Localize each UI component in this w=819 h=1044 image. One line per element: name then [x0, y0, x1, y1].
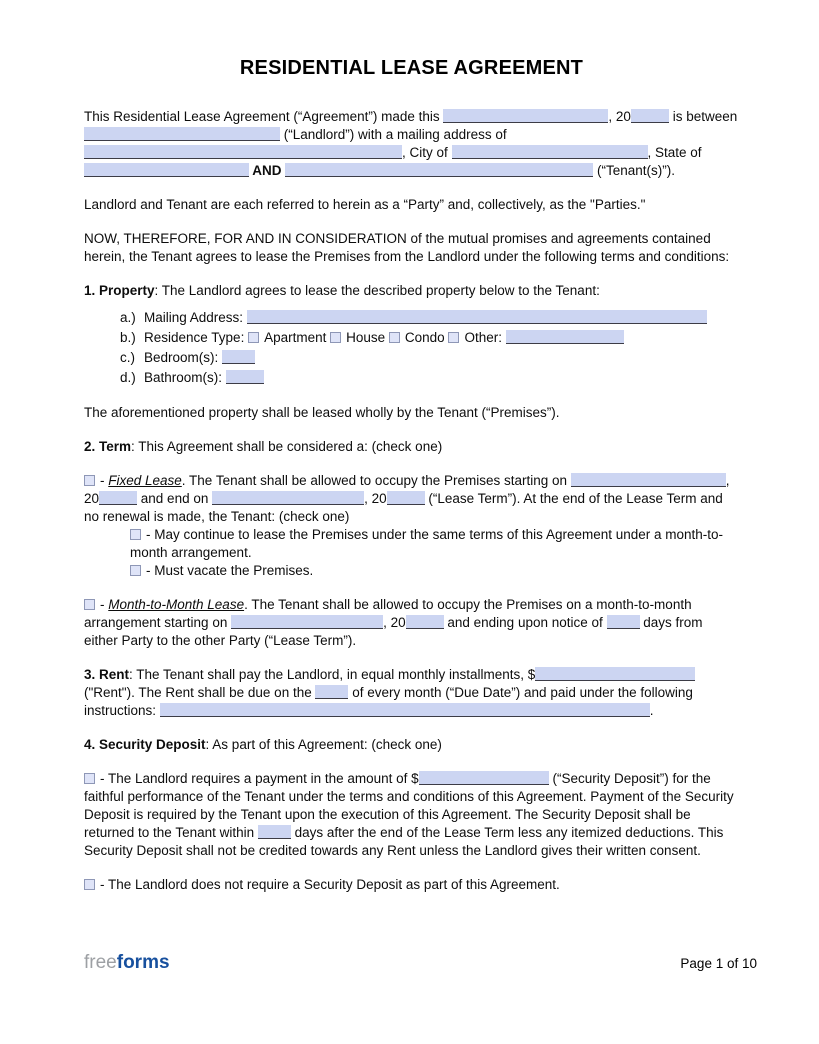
month-to-month-text-4: days from either Party to the other Party (“Lease Term”).	[84, 615, 703, 648]
apartment-checkbox[interactable]	[248, 332, 259, 343]
rent-amount-blank[interactable]	[535, 667, 695, 681]
deposit-heading	[84, 736, 739, 754]
property-heading-number: 1. Property	[84, 283, 155, 298]
notice-days-blank[interactable]	[607, 615, 640, 629]
bathrooms-label: Bathroom(s):	[144, 370, 226, 385]
intro-text-6: , State of	[647, 145, 702, 160]
no-deposit-label: - The Landlord does not require a Security Deposit as part of this Agreement.	[100, 877, 560, 892]
fixed-lease-text-5: (“Lease Term”). At the end of the Lease Term and no renewal is made, the Tenant: (check one)	[84, 491, 723, 524]
intro-text-1: This Residential Lease Agreement (“Agreement”) made this	[84, 109, 444, 124]
intro-text-4: (“Landlord”) with a mailing address of	[280, 127, 507, 142]
property-label-d: d.)	[120, 370, 136, 385]
month-to-month-dash: -	[100, 597, 109, 612]
renewal-continue-label: - May continue to lease the Premises under the same terms of this Agreement under a month-to-month arrangement.	[130, 527, 724, 560]
intro-text-5: , City of	[402, 145, 452, 160]
made-year-blank[interactable]	[631, 109, 669, 123]
deposit-required-text-1: - The Landlord requires a payment in the amount of $	[100, 771, 419, 786]
bathrooms-blank[interactable]	[226, 370, 264, 384]
condo-label: Condo	[404, 330, 449, 345]
property-row-bathrooms	[84, 368, 739, 388]
bedrooms-blank[interactable]	[222, 350, 255, 364]
month-to-month-paragraph	[84, 596, 739, 650]
parties-note: Landlord and Tenant are each referred to herein as a “Party” and, collectively, as the "Parties."	[84, 197, 646, 212]
rent-text-2: ("Rent"). The Rent shall be due on the	[84, 685, 316, 700]
renewal-continue-checkbox[interactable]	[130, 529, 141, 540]
property-row-mailing-address	[84, 308, 739, 328]
renewal-continue-option	[130, 526, 739, 562]
rent-text-4: .	[649, 703, 654, 718]
deposit-required-text-3: days after the end of the Lease Term less any itemized deductions. This Security Deposit shall not be credited towards any Rent unless the Landlord gives their written consent.	[84, 825, 724, 858]
property-heading-text: : The Landlord agrees to lease the described property below to the Tenant:	[154, 283, 600, 298]
property-row-bedrooms	[84, 348, 739, 368]
deposit-required-text-2: (“Security Deposit”) for the faithful performance of the Tenant under the terms and conditions of this Agreement. Payment of the Security Deposit is required by the Tenant upon the execution of this Agreement. The Security Deposit shall be returned to the Tenant within	[84, 771, 734, 840]
page-number: Page 1 of 10	[680, 956, 757, 971]
house-label: House	[346, 330, 389, 345]
residence-type-label: Residence Type:	[144, 330, 249, 345]
fixed-lease-options	[84, 526, 739, 580]
bedrooms-label: Bedroom(s):	[144, 350, 223, 365]
premises-note: The aforementioned property shall be leased wholly by the Tenant (“Premises”).	[84, 405, 560, 420]
deposit-required-checkbox[interactable]	[84, 773, 95, 784]
fixed-lease-text-2: , 20	[84, 473, 730, 506]
property-label-c: c.)	[120, 350, 135, 365]
property-list	[84, 308, 739, 388]
deposit-required-paragraph	[84, 770, 739, 860]
fixed-start-year-blank[interactable]	[99, 491, 137, 505]
condo-checkbox[interactable]	[389, 332, 400, 343]
fixed-lease-dash: -	[100, 473, 109, 488]
other-type-blank[interactable]	[506, 330, 624, 344]
freeforms-logo	[84, 952, 170, 974]
rent-paragraph	[84, 666, 739, 720]
deposit-heading-number: 4. Security Deposit	[84, 737, 206, 752]
and-label: AND	[249, 163, 286, 178]
state-blank[interactable]	[84, 163, 249, 177]
other-label: Other:	[464, 330, 506, 345]
term-heading-number: 2. Term	[84, 439, 132, 454]
rent-due-day-blank[interactable]	[315, 685, 348, 699]
property-address-blank[interactable]	[247, 310, 707, 324]
page-footer	[84, 952, 757, 974]
must-vacate-label: - Must vacate the Premises.	[146, 563, 314, 578]
no-deposit-paragraph	[84, 876, 739, 894]
intro-text-2: , 20	[608, 109, 631, 124]
fixed-lease-text-4: , 20	[364, 491, 387, 506]
other-checkbox[interactable]	[448, 332, 459, 343]
mailing-address-label: Mailing Address:	[144, 310, 247, 325]
month-to-month-text-1: . The Tenant shall be allowed to occupy the Premises on a month-to-month arrangement starting on	[84, 597, 692, 630]
month-to-month-text-3: and ending upon notice of	[443, 615, 607, 630]
fixed-end-year-blank[interactable]	[387, 491, 425, 505]
m2m-start-year-blank[interactable]	[406, 615, 444, 629]
property-label-a: a.)	[120, 310, 136, 325]
rent-heading-number: 3. Rent	[84, 667, 130, 682]
made-day-blank[interactable]	[443, 109, 608, 123]
fixed-lease-title: Fixed Lease	[108, 473, 182, 488]
no-deposit-checkbox[interactable]	[84, 879, 95, 890]
payment-instructions-blank[interactable]	[160, 703, 650, 717]
deposit-heading-text: : As part of this Agreement: (check one)	[205, 737, 442, 752]
property-label-b: b.)	[120, 330, 136, 345]
brand-free-text: free	[84, 952, 117, 973]
m2m-start-date-blank[interactable]	[231, 615, 383, 629]
month-to-month-title: Month-to-Month Lease	[108, 597, 245, 612]
property-heading	[84, 282, 739, 300]
rent-text-3: of every month (“Due Date”) and paid under the following instructions:	[84, 685, 693, 718]
landlord-name-blank[interactable]	[84, 127, 280, 141]
term-heading	[84, 438, 739, 456]
tenant-name-blank[interactable]	[285, 163, 593, 177]
property-row-residence-type	[84, 328, 739, 348]
intro-text-3: is between	[668, 109, 738, 124]
month-to-month-text-2: , 20	[383, 615, 406, 630]
landlord-address-blank[interactable]	[84, 145, 402, 159]
deposit-amount-blank[interactable]	[419, 771, 549, 785]
fixed-end-date-blank[interactable]	[212, 491, 364, 505]
rent-text-1: : The Tenant shall pay the Landlord, in equal monthly installments, $	[129, 667, 536, 682]
page-title: RESIDENTIAL LEASE AGREEMENT	[239, 57, 584, 79]
city-blank[interactable]	[452, 145, 648, 159]
fixed-start-date-blank[interactable]	[571, 473, 726, 487]
intro-paragraph	[84, 108, 739, 180]
fixed-lease-checkbox[interactable]	[84, 475, 95, 486]
deposit-return-days-blank[interactable]	[258, 825, 291, 839]
fixed-lease-text-3: and end on	[137, 491, 213, 506]
apartment-label: Apartment	[264, 330, 331, 345]
fixed-lease-text-1: . The Tenant shall be allowed to occupy the Premises starting on	[181, 473, 571, 488]
fixed-lease-paragraph	[84, 472, 739, 526]
must-vacate-option	[130, 562, 739, 580]
month-to-month-checkbox[interactable]	[84, 599, 95, 610]
brand-forms-text: forms	[116, 952, 170, 973]
must-vacate-checkbox[interactable]	[130, 565, 141, 576]
house-checkbox[interactable]	[330, 332, 341, 343]
term-heading-text: : This Agreement shall be considered a: (check one)	[131, 439, 443, 454]
intro-text-7: (“Tenant(s)”).	[593, 163, 676, 178]
consideration-paragraph: NOW, THEREFORE, FOR AND IN CONSIDERATION of the mutual promises and agreements contained herein, the Tenant agrees to lease the Premises from the Landlord under the following terms and conditions:	[84, 231, 730, 264]
